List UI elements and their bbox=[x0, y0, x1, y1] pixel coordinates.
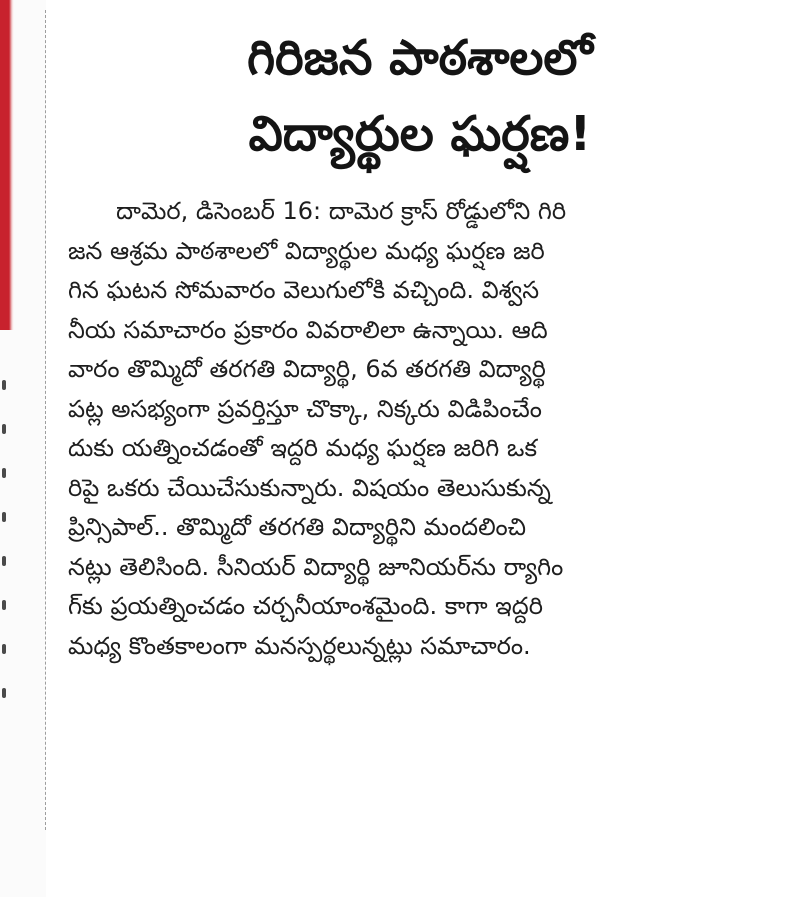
article-line: జన ఆశ్రమ పాఠశాలలో విద్యార్థుల మధ్య ఘర్షణ జరి bbox=[68, 236, 545, 265]
article-line: నీయ సమాచారం ప్రకారం వివరాలిలా ఉన్నాయి. ఆది bbox=[68, 315, 548, 344]
adjacent-column-edge bbox=[0, 0, 46, 897]
headline-line-1: గిరిజన పాఠశాలలో bbox=[247, 30, 593, 86]
article-line: గిన ఘటన సోమవారం వెలుగులోకి వచ్చింది. విశ్వస bbox=[68, 276, 540, 304]
article-line: గ్‌కు ప్రయత్నించడం చర్చనీయాంశమైంది. కాగా ఇద్దరి bbox=[68, 592, 543, 620]
article-headline bbox=[60, 20, 780, 172]
article-line: మధ్య కొంతకాలంగా మనస్పర్థలున్నట్లు సమాచారం. bbox=[68, 631, 531, 660]
article-line: దామెర, డిసెంబర్ 16: దామెర క్రాస్ రోడ్డులోని గిరి bbox=[116, 197, 567, 225]
headline-line-2: విద్యార్థుల ఘర్షణ! bbox=[248, 106, 592, 162]
article-line: ప్రిన్సిపాల్.. తొమ్మిదో తరగతి విద్యార్థిని మందలించి bbox=[68, 513, 527, 541]
article-line: నట్లు తెలిసింది. సీనియర్ విద్యార్థి జూనియర్‌ను ర్యాగిం bbox=[68, 552, 564, 581]
article-line: పట్ల అసభ్యంగా ప్రవర్తిస్తూ చొక్కా, నిక్కరు విడిపించేం bbox=[68, 394, 542, 423]
article-line: దుకు యత్నించడంతో ఇద్దరి మధ్య ఘర్షణ జరిగి ఒక bbox=[68, 434, 537, 462]
adjacent-text-fragments bbox=[2, 380, 16, 732]
adjacent-red-graphic bbox=[0, 0, 14, 330]
article-line: రిపై ఒకరు చేయిచేసుకున్నారు. విషయం తెలుసుకున్న bbox=[68, 473, 551, 502]
article-line: వారం తొమ్మిదో తరగతి విద్యార్థి, 6వ తరగతి విద్యార్థి bbox=[68, 355, 546, 383]
article-body bbox=[68, 192, 800, 666]
column-divider bbox=[45, 10, 46, 830]
